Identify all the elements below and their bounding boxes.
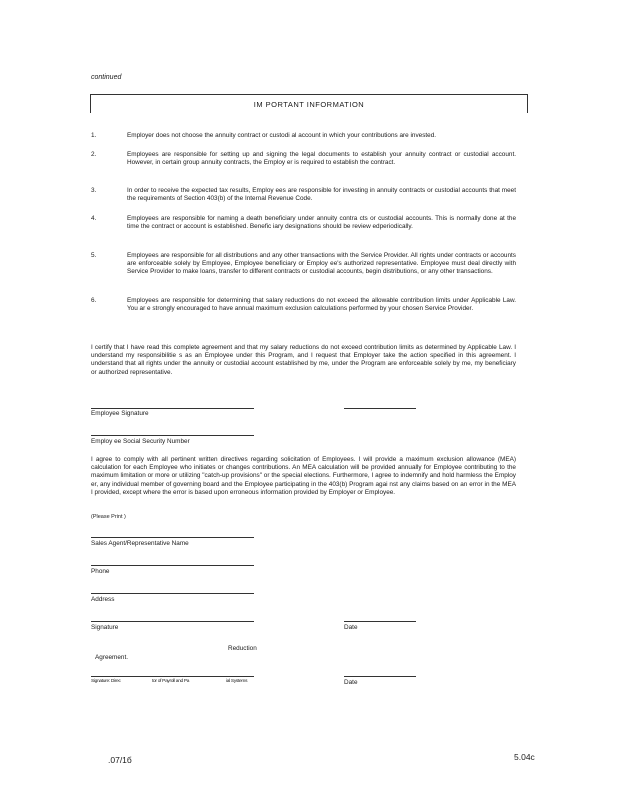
director-label-part-3: ial Systems <box>226 679 248 684</box>
item-number: 6. <box>91 297 97 304</box>
director-label-part-2: tor of Payroll and Pa <box>152 679 190 684</box>
director-date-label: Date <box>344 679 358 686</box>
director-signature-line[interactable] <box>91 676 254 677</box>
director-label-part-1: Signature: Direc <box>91 679 121 684</box>
agent-agreement-paragraph: I agree to comply with all pertinent written directives regarding solicitation of Employees. I will provide a maximum exclusion allowance (MEA) calculation for each Employee who initiates or changes contributions. An MEA calculation will be provided annually for Employee contributing to the maximum limitation or more or utilizing "catch-up provisions" or the special elections. Furthermore, I agree to indemnify and hold harmless the Employ er, any individual member of governing board and the Employee participating in the 403(b) Program agai nst any claims based on an error in the MEA I provided, except where the error is based upon erroneous information provided by Employer or Employee. <box>91 456 516 496</box>
agent-signature-label: Signature <box>91 624 119 631</box>
item-text: In order to receive the expected tax results, Employ ees are responsible for investing in annuity contracts or custodial accounts that meet the requirements of Section 403(b) of the Internal Revenue Code. <box>127 187 516 203</box>
agent-name-label: Sales Agent/Representative Name <box>91 540 189 547</box>
item-text: Employees are responsible for setting up and signing the legal documents to establish your annuity contract or custodial account. However, in certain group annuity contracts, the Employ er is required to establish the contract. <box>127 151 516 167</box>
list-item <box>91 187 516 205</box>
list-item <box>91 215 516 241</box>
employee-signature-line[interactable] <box>91 408 254 409</box>
please-print-note: (Please Print ) <box>91 514 126 520</box>
director-date-line[interactable] <box>344 676 416 677</box>
agent-date-line[interactable] <box>344 621 416 622</box>
item-number: 1. <box>91 132 97 139</box>
employee-ssn-line[interactable] <box>91 435 254 436</box>
list-item <box>91 151 516 177</box>
reduction-label: Reduction <box>228 645 257 652</box>
employee-ssn-label: Employ ee Social Security Number <box>91 438 190 445</box>
phone-label: Phone <box>91 568 110 575</box>
list-item <box>91 132 516 142</box>
agent-name-line[interactable] <box>91 537 254 538</box>
list-item <box>91 297 516 323</box>
agent-date-label: Date <box>344 624 358 631</box>
item-number: 5. <box>91 252 97 259</box>
employee-signature-label: Employee Signature <box>91 410 149 417</box>
address-label: Address <box>91 596 115 603</box>
item-text: Employees are responsible for all distributions and any other transactions with the Service Provider. All rights under contracts or accounts are enforceable solely by Employee, Employee beneficiary or Employ ee's authorized representative. Employee must deal directly with Service Provider to make loans, transfer to different contracts or custodial accounts, begin distributions, or any other transactions. <box>127 252 516 276</box>
agent-signature-line[interactable] <box>91 621 254 622</box>
employee-signature-date-line[interactable] <box>344 408 416 409</box>
continued-label: continued <box>91 74 122 81</box>
item-number: 3. <box>91 187 97 194</box>
item-text: Employees are responsible for determining that salary reductions do not exceed the allowable contribution limits under Applicable Law. You ar e strongly encouraged to have annual maximum exclusion calculations performed by your chosen Service Provider. <box>127 297 516 313</box>
item-number: 2. <box>91 151 97 158</box>
certification-paragraph: I certify that I have read this complete agreement and that my salary reductions do not exceed contribution limits as determined by Applicable Law. I understand my responsibilitie s as an Employee under this Program, and I request that Employer take the action specified in this agreement. I understand that all rights under the annuity or custodial account established by me, under the Program are enforceable solely by me, my beneficiary or authorized representative. <box>91 344 516 376</box>
footer-form-number: 5.04c <box>514 752 535 762</box>
item-text: Employer does not choose the annuity contract or custodi al account in which your contributions are invested. <box>127 132 437 139</box>
item-text: Employees are responsible for naming a death beneficiary under annuity contra cts or custodial accounts. This is normally done at the time the contract or account is established. Benefic iary designations should be review edperiodically. <box>127 215 516 231</box>
list-item <box>91 252 516 286</box>
footer-revision-date: .07/1б <box>108 755 132 765</box>
address-line[interactable] <box>91 593 254 594</box>
important-information-header <box>90 94 528 113</box>
phone-line[interactable] <box>91 565 254 566</box>
header-title: IM PORTANT INFORMATION <box>253 100 365 109</box>
agreement-label: Agreement. <box>95 654 129 661</box>
item-number: 4. <box>91 215 97 222</box>
